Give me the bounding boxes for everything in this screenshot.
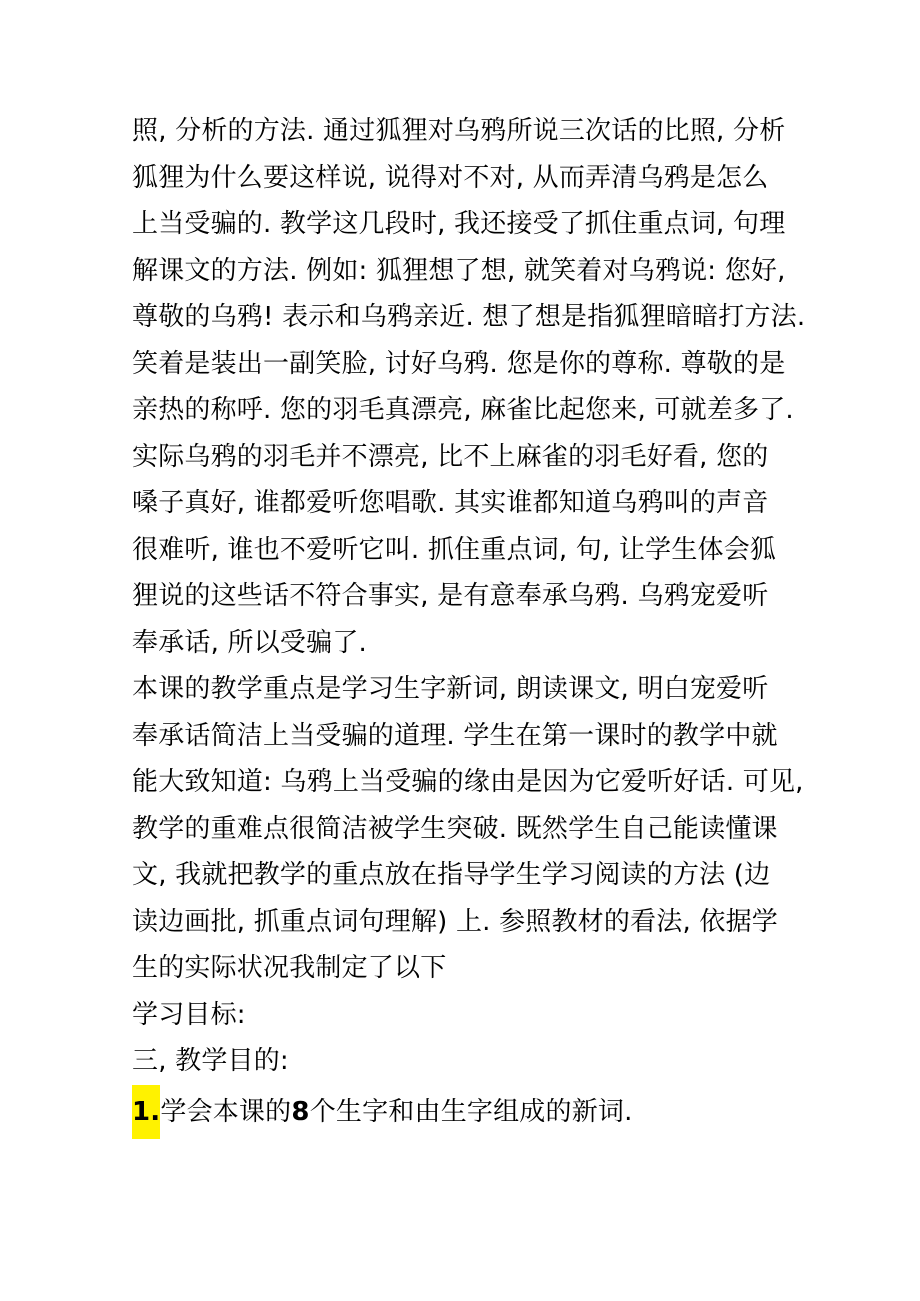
list-item: [132, 1085, 812, 1139]
list-item-text-before: 学会本课的: [160, 1096, 292, 1127]
text-line-10: 很难听, 谁也不爱听它叫. 抓住重点词, 句, 让学生体会狐: [132, 534, 777, 565]
text-line-7: 亲热的称呼. 您的羽毛真漂亮, 麻雀比起您来, 可就差多了.: [132, 395, 794, 425]
text-line-14: 奉承话简洁上当受骗的道理. 学生在第一课时的教学中就: [132, 720, 778, 751]
text-line-12: 奉承话, 所以受骗了.: [132, 627, 367, 658]
text-line-4: 解课文的方法. 例如: 狐狸想了想, 就笑着对乌鸦说: 您好,: [132, 255, 786, 286]
text-line-11: 狸说的这些话不符合事实, 是有意奉承乌鸦. 乌鸦宠爱听: [132, 581, 769, 611]
document-body: [132, 108, 812, 1139]
text-line-9: 嗓子真好, 谁都爱听您唱歌. 其实谁都知道乌鸦叫的声音: [132, 488, 769, 518]
text-line-6: 笑着是装出一副笑脸, 讨好乌鸦. 您是你的尊称. 尊敬的是: [132, 348, 786, 379]
text-line-5: 尊敬的乌鸦! 表示和乌鸦亲近. 想了想是指狐狸暗暗打方法.: [132, 302, 806, 332]
text-line-2: 狐狸为什么要这样说, 说得对不对, 从而弄清乌鸦是怎么: [132, 162, 769, 193]
section-subheading: 学习目标:: [132, 999, 246, 1030]
text-line-19: 生的实际状况我制定了以下: [132, 953, 447, 983]
text-line-17: 文, 我就把教学的重点放在指导学生学习阅读的方法 (边: [132, 860, 771, 890]
text-line-15: 能大致知道: 乌鸦上当受骗的缘由是因为它爱听好话. 可见,: [132, 767, 804, 797]
text-line-13: 本课的教学重点是学习生字新词, 朗读课文, 明白宠爱听: [132, 674, 769, 704]
text-line-16: 教学的重难点很简洁被学生突破. 既然学生自己能读懂课: [132, 813, 778, 844]
section-heading: 三, 教学目的:: [132, 1046, 289, 1076]
list-item-count: 8: [291, 1096, 310, 1127]
text-line-1: 照, 分析的方法. 通过狐狸对乌鸦所说三次话的比照, 分析: [132, 116, 786, 146]
text-line-18: 读边画批, 抓重点词句理解) 上. 参照教材的看法, 依据学: [132, 906, 778, 937]
text-line-3: 上当受骗的. 教学这几段时, 我还接受了抓住重点词, 句理: [132, 209, 786, 239]
list-item-number: 1.: [132, 1085, 160, 1139]
list-item-text-after: 个生字和由生字组成的新词.: [309, 1096, 633, 1127]
text-line-8: 实际乌鸦的羽毛并不漂亮, 比不上麻雀的羽毛好看, 您的: [132, 441, 769, 472]
